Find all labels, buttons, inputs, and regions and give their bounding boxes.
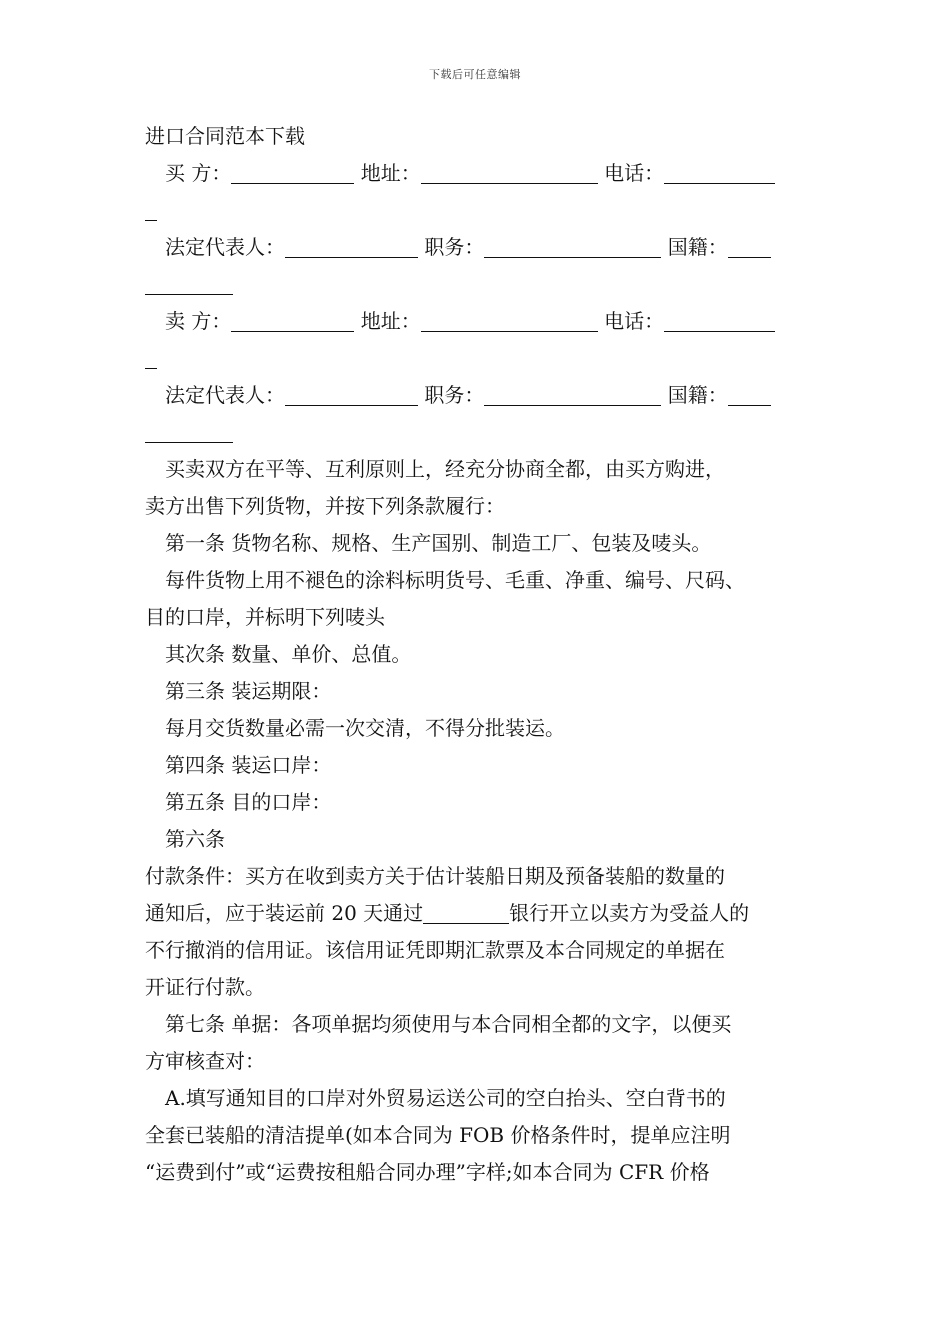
buyer-nationality-blank[interactable] xyxy=(728,235,771,258)
seller-position-label: 职务： xyxy=(424,383,485,407)
buyer-phone-blank-continued[interactable] xyxy=(145,198,157,221)
buyer-position-label: 职务： xyxy=(424,235,485,259)
seller-position-blank[interactable] xyxy=(484,383,661,406)
seller-rep-row-wrap xyxy=(145,414,825,451)
buyer-label: 买 方： xyxy=(165,161,232,185)
seller-nationality-blank[interactable] xyxy=(728,383,771,406)
seller-rep-row xyxy=(145,377,825,414)
buyer-rep-row-wrap xyxy=(145,266,825,303)
seller-rep-blank[interactable] xyxy=(285,383,418,406)
seller-phone-blank-continued[interactable] xyxy=(145,346,157,369)
seller-address-blank[interactable] xyxy=(421,309,598,332)
article-6-detail-line-2 xyxy=(145,895,825,932)
article-6-detail-line-3: 不行撤消的信用证。该信用证凭即期汇款票及本合同规定的单据在 xyxy=(145,938,725,962)
buyer-nationality-label: 国籍： xyxy=(667,235,728,259)
article-6-detail-line-2-end: 银行开立以卖方为受益人的 xyxy=(509,901,750,925)
article-1-detail-line-1: 每件货物上用不褪色的涂料标明货号、毛重、净重、编号、尺码、 xyxy=(165,568,745,592)
article-4-heading: 第四条 装运口岸： xyxy=(165,753,332,777)
issuing-bank-blank[interactable] xyxy=(423,901,509,924)
article-6-detail-line-2-start: 通知后，应于装运前 20 天通过 xyxy=(145,901,424,925)
article-7-item-a-line-1: A.填写通知目的口岸对外贸易运送公司的空白抬头、空白背书的 xyxy=(165,1086,726,1110)
intro-paragraph-line-1: 买卖双方在平等、互利原则上，经充分协商全都，由买方购进， xyxy=(165,457,725,481)
contract-body xyxy=(145,118,825,1191)
buyer-row-wrap xyxy=(145,192,825,229)
buyer-address-blank[interactable] xyxy=(421,161,598,184)
article-3-detail: 每月交货数量必需一次交清，不得分批装运。 xyxy=(165,716,565,740)
article-6-detail-line-4: 开证行付款。 xyxy=(145,975,265,999)
buyer-rep-row xyxy=(145,229,825,266)
article-5-heading: 第五条 目的口岸： xyxy=(165,790,332,814)
seller-address-label: 地址： xyxy=(360,309,421,333)
buyer-rep-label: 法定代表人： xyxy=(165,235,285,259)
article-6-detail-line-1: 付款条件：买方在收到卖方关于估计装船日期及预备装船的数量的 xyxy=(145,864,725,888)
buyer-phone-blank[interactable] xyxy=(664,161,775,184)
seller-nationality-blank-continued[interactable] xyxy=(145,420,233,443)
buyer-rep-blank[interactable] xyxy=(285,235,418,258)
article-1-detail-line-2: 目的口岸，并标明下列唛头 xyxy=(145,605,385,629)
seller-row-wrap xyxy=(145,340,825,377)
article-7-item-a-line-3: “运费到付”或“运费按租船合同办理”字样;如本合同为 CFR 价格 xyxy=(145,1160,710,1184)
article-6-heading: 第六条 xyxy=(165,827,225,851)
article-2-heading: 其次条 数量、单价、总值。 xyxy=(165,642,412,666)
page-header-note: 下载后可任意编辑 xyxy=(429,68,521,81)
seller-rep-label: 法定代表人： xyxy=(165,383,285,407)
seller-phone-label: 电话： xyxy=(604,309,665,333)
buyer-position-blank[interactable] xyxy=(484,235,661,258)
article-7-heading-line-2: 方审核查对： xyxy=(145,1049,265,1073)
buyer-address-label: 地址： xyxy=(360,161,421,185)
buyer-row xyxy=(145,155,825,192)
seller-phone-blank[interactable] xyxy=(664,309,775,332)
intro-paragraph-line-2: 卖方出售下列货物，并按下列条款履行： xyxy=(145,494,505,518)
seller-label: 卖 方： xyxy=(165,309,232,333)
seller-row xyxy=(145,303,825,340)
article-7-item-a-line-2: 全套已装船的清洁提单(如本合同为 FOB 价格条件时，提单应注明 xyxy=(145,1123,731,1147)
buyer-name-blank[interactable] xyxy=(231,161,354,184)
article-7-heading-line-1: 第七条 单据：各项单据均须使用与本合同相全都的文字，以便买 xyxy=(165,1012,732,1036)
article-3-heading: 第三条 装运期限： xyxy=(165,679,332,703)
buyer-phone-label: 电话： xyxy=(604,161,665,185)
buyer-nationality-blank-continued[interactable] xyxy=(145,272,233,295)
seller-nationality-label: 国籍： xyxy=(667,383,728,407)
seller-name-blank[interactable] xyxy=(231,309,354,332)
article-1-heading: 第一条 货物名称、规格、生产国别、制造工厂、包装及唛头。 xyxy=(165,531,712,555)
document-title: 进口合同范本下载 xyxy=(145,124,305,148)
